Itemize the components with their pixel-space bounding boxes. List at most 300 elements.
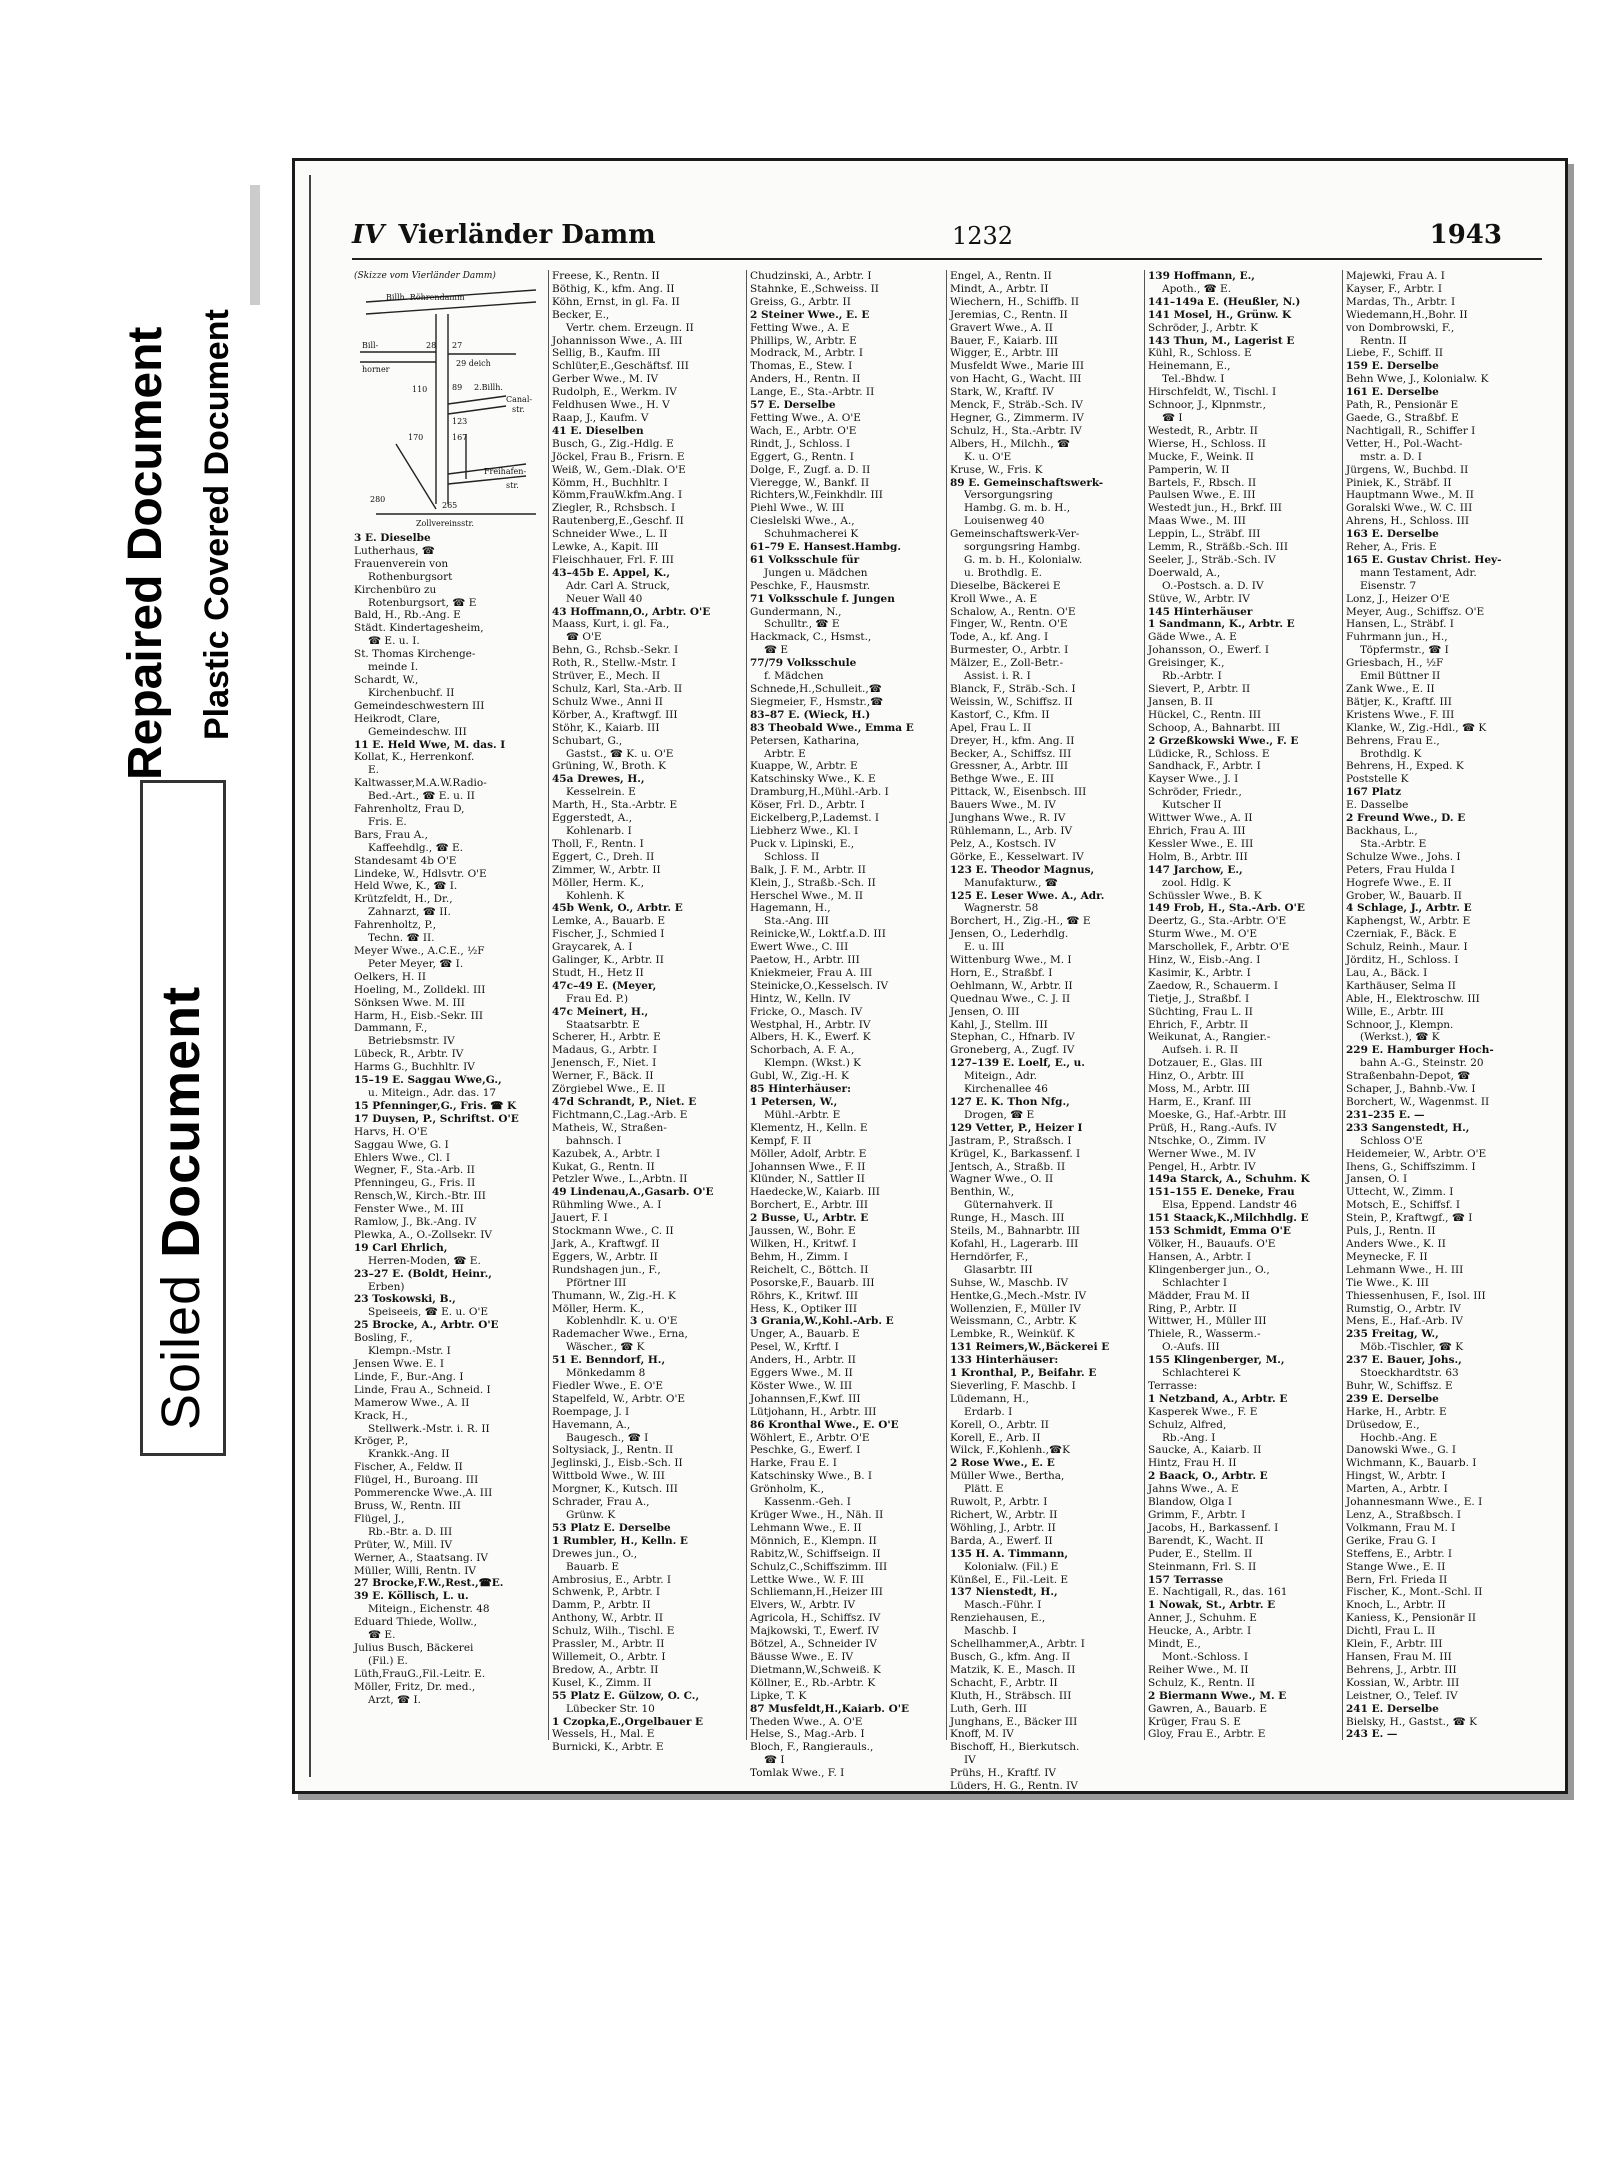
directory-entry: Oelkers, H. II [354,970,426,983]
directory-entry: Fiedler Wwe., E. O'E [552,1379,664,1392]
directory-entry: Eggerstedt, A., [552,812,633,825]
directory-entry: Krack, H., [354,1409,408,1422]
directory-entry: ☎ E. u. I. [368,635,420,648]
directory-entry: 3 E. Dieselbe [354,532,431,544]
directory-entry: Dreyer, H., kfm. Ang. II [950,734,1075,747]
directory-entry: Jastram, P., Straßsch. I [950,1134,1072,1147]
directory-entry: Grimm, F., Arbtr. I [1148,1509,1246,1521]
directory-entry: Körber, A., Kraftwgf. III [552,708,678,721]
directory-entry: Krügel, K., Barkassenf. I [950,1147,1081,1160]
directory-entry: Frau Ed. P.) [566,992,629,1005]
directory-entry: von Hacht, G., Wacht. III [950,373,1082,386]
directory-entry: Benthin, W., [950,1186,1015,1199]
directory-entry: Hückel, C., Rentn. III [1148,708,1262,721]
directory-entry: Mönnich, E., Klempn. II [750,1534,877,1547]
directory-entry: Marschollek, F., Arbtr. O'E [1148,941,1290,954]
directory-entry: Flügel, J., [354,1512,405,1525]
directory-entry: Kömm,FrauW.kfm.Ang. I [552,489,683,502]
directory-entry: Schubart, G., [552,734,623,747]
directory-entry: Hirschfeldt, W., Tischl. I [1148,386,1277,399]
directory-entry: Gemeinschaftswerk-Ver- [950,528,1080,541]
directory-entry: Müller Wwe., Bertha, [950,1470,1065,1483]
directory-entry: Vieregge, W., Bankf. II [750,476,870,489]
directory-entry: Albers, H. K., Ewerf. K [750,1031,871,1044]
directory-entry: Ambrosius, E., Arbtr. I [552,1573,672,1586]
directory-entry: Hogrefe Wwe., E. II [1346,876,1452,889]
directory-entry: Puls, J., Rentn. II [1346,1225,1436,1238]
directory-entry: Linde, Frau A., Schneid. I [354,1383,491,1396]
directory-entry: u. Miteign., Adr. das. 17 [368,1086,497,1099]
svg-text:27: 27 [452,341,463,350]
directory-entry: Jauert, F. I [552,1212,608,1225]
directory-entry: Betriebsmstr. IV [368,1035,455,1048]
directory-entry: Bed.-Art., ☎ E. u. II [368,790,475,803]
directory-entry: Fichtmann,C.,Lag.-Arb. E [552,1108,688,1121]
directory-entry: Kohlenarb. I [566,824,632,837]
directory-entry: mann Testament, Adr. [1360,566,1477,579]
directory-entry: Vetter, H., Pol.-Wacht- [1346,437,1463,450]
directory-entry: Künßel, E., Fil.-Leit. E [950,1573,1069,1586]
directory-entry: Burmester, O., Arbtr. I [950,644,1069,657]
svg-text:29 deich: 29 deich [456,359,491,368]
directory-entry: Neuer Wall 40 [566,592,643,605]
directory-entry: Stellwerk.-Mstr. i. R. II [368,1422,490,1435]
directory-entry: Standesamt 4b O'E [354,854,457,867]
directory-entry: 1 Kronthal, P., Beifahr. E [950,1367,1097,1380]
directory-entry: Fischer, J., Schmied I [552,928,665,941]
directory-entry: Lüth,FrauG.,Fil.-Leitr. E. [354,1667,486,1680]
directory-entry: Bötzel, A., Schneider IV [750,1638,877,1651]
directory-entry: Mens, E., Haf.-Arb. IV [1346,1315,1464,1328]
directory-entry: 129 Vetter, P., Heizer I [950,1121,1083,1134]
directory-entry: Strüver, E., Mech. II [552,670,661,683]
directory-entry: Scherer, H., Arbtr. E [552,1031,661,1044]
directory-entry: Stockmann Wwe., C. II [552,1225,674,1238]
directory-entry: Staatsarbtr. E [566,1018,640,1031]
directory-entry: Busch, G., kfm. Ang. II [950,1650,1071,1663]
directory-entry: Thumann, W., Zig.-H. K [552,1289,676,1302]
directory-entry: Kusel, K., Zimm. II [552,1676,652,1689]
directory-entry: Studt, H., Hetz II [552,966,644,979]
directory-entry: Galinger, K., Arbtr. II [552,954,664,967]
directory-entry: Schulltr., ☎ E [764,618,840,631]
directory-entry: Zörgiebel Wwe., E. II [552,1083,666,1096]
directory-entry: Dotzauer, E., Glas. III [1148,1057,1263,1070]
sketch-label-1: Billh. Röhrendamm [386,293,465,302]
directory-entry: Peschke, G., Ewerf. I [750,1444,861,1457]
directory-entry: Harke, Frau E. I [750,1457,837,1470]
directory-entry: Sandhack, F., Arbtr. I [1148,760,1261,773]
directory-entry: Barendt, K., Wacht. II [1148,1534,1264,1547]
directory-entry: Ehrich, F., Arbtr. II [1148,1018,1249,1031]
directory-entry: Straßenbahn-Depot, ☎ [1346,1070,1471,1083]
directory-entry: Heucke, A., Arbtr. I [1148,1625,1252,1638]
directory-entry: Kossian, W., Arbtr. III [1346,1676,1460,1689]
directory-entry: Prüß, H., Rang.-Aufs. IV [1148,1121,1277,1134]
directory-entry: Goralski Wwe., W. C. III [1346,502,1473,515]
directory-entry: IV [964,1754,976,1767]
directory-entry: Hegner, G., Zimmerm. IV [950,411,1084,424]
directory-entry: Schneider Wwe., L. II [552,528,668,541]
directory-entry: ☎ E [764,644,789,657]
directory-entry: Kroll Wwe., A. E [950,592,1038,605]
directory-entry: Jentsch, A., Straßb. II [950,1160,1066,1173]
directory-entry: Harms G., Buchhltr. IV [354,1061,475,1074]
directory-entry: Westedt jun., H., Brkf. III [1148,502,1282,515]
year-label: 1943 [1429,220,1502,250]
directory-entry: Puck v. Lipinski, E., [750,837,855,850]
directory-entry: Hochb.-Ang. E [1360,1431,1438,1444]
directory-entry: ☎ I [1162,411,1183,424]
directory-entry: Ahrens, H., Schloss. III [1346,515,1469,528]
directory-entry: Peter Meyer, ☎ I. [368,957,464,970]
directory-entry: 15 Pfenninger,G., Fris. ☎ K [354,1099,517,1112]
directory-entry: Krüger Wwe., H., Näh. II [750,1509,884,1521]
directory-entry: Schulze Wwe., Johs. I [1346,850,1461,863]
directory-entry: Böthig, K., kfm. Ang. II [552,282,675,295]
street-title: Vierländer Damm [398,220,656,250]
directory-entry: Saucke, A., Kaiarb. II [1148,1444,1262,1457]
directory-entry: Marten, A., Arbtr. I [1346,1483,1448,1496]
directory-entry: Gubl, W., Zig.-H. K [750,1070,849,1083]
directory-entry: E. [368,764,380,777]
directory-entry: Eickelberg,P.,Lademst. I [750,812,880,825]
directory-entry: Bosling, F., [354,1332,413,1345]
directory-entry: Rühlemann, L., Arb. IV [950,824,1073,837]
directory-entry: Kirchenbuchf. II [368,686,455,699]
directory-entry: Johannsen Wwe., F. II [750,1160,866,1173]
directory-entry: Prüter, W., Mill. IV [354,1538,453,1551]
directory-entry: St. Thomas Kirchenge- [354,648,476,661]
directory-entry: Wilken, H., Kritwf. I [750,1237,857,1250]
directory-entry: Dammann, F., [354,1022,428,1035]
svg-text:280: 280 [370,495,386,504]
directory-entry: 145 Hinterhäuser [1148,605,1253,618]
directory-entry: Karthäuser, Selma II [1346,979,1456,992]
directory-entry: Agricola, H., Schiffsz. IV [750,1612,881,1625]
directory-entry: Wilck, F.,Kohlenh.,☎K [950,1444,1070,1457]
directory-entry: Willemeit, O., Arbtr. I [552,1650,666,1663]
directory-entry: Reinicke,W., Loktf.a.D. III [750,928,886,941]
directory-entry: Mont.-Schloss. I [1162,1650,1249,1663]
directory-entry: Lindeke, W., Hdlsvtr. O'E [354,867,487,880]
directory-entry: Path, R., Pensionär E [1346,399,1459,412]
directory-entry: Maschb. I [964,1625,1017,1638]
directory-entry: Gastst., ☎ K. u. O'E [566,747,674,760]
directory-entry: Korell, O., Arbtr. II [950,1418,1049,1431]
directory-entry: Herschel Wwe., M. II [750,889,864,902]
directory-entry: Katschinsky Wwe., B. I [750,1470,873,1483]
directory-entry: Julius Busch, Bäckerei [354,1641,474,1654]
directory-entry: Techn. ☎ II. [368,932,435,945]
directory-entry: Weiß, W., Gem.-Dlak. O'E [552,463,686,476]
sketch-diagonal [396,444,436,509]
directory-entry: 23 Toskowski, B., [354,1293,456,1306]
directory-entry: Rautenberg,E.,Geschf. II [552,515,684,528]
directory-entry: Kessler Wwe., E. III [1148,837,1254,850]
directory-entry: 51 E. Benndorf, H., [552,1354,666,1367]
directory-entry: Puder, E., Stellm. II [1148,1547,1253,1560]
directory-entry: 1 Nowak, St., Arbtr. E [1148,1599,1276,1612]
directory-entry: Madaus, G., Arbtr. I [552,1044,658,1057]
directory-entry: Stahnke, E.,Schweiss. II [750,282,879,295]
directory-entry: f. Mädchen [764,670,824,683]
directory-entry: Rundshagen jun., F., [552,1263,661,1276]
directory-entry: Kesselrein. E [566,786,636,799]
directory-entry: Korell, E., Arb. II [950,1431,1041,1444]
directory-entry: O.-Postsch. a. D. IV [1162,579,1264,592]
directory-entry: 2 Grzeßkowski Wwe., F. E [1148,734,1299,747]
street-sketch-map [356,284,542,528]
directory-entry: Ruwolt, P., Arbtr. I [950,1496,1048,1509]
directory-entry: Assist. i. R. I [964,670,1031,683]
directory-entry: 243 E. — [1346,1728,1398,1741]
directory-entry: Fetting Wwe., A. E [750,321,850,334]
directory-entry: Pamperin, W. II [1148,463,1230,476]
directory-entry: Roempage, J. I [552,1405,630,1418]
directory-entry: Lange, E., Sta.-Arbtr. II [750,386,875,399]
directory-entry: Grober, W., Bauarb. II [1346,889,1462,902]
directory-entry: 167 Platz [1346,786,1402,799]
svg-text:123: 123 [452,417,468,426]
directory-entry: Pittack, W., Eisenbsch. III [950,786,1087,799]
directory-entry: Bauer, F., Kaiarb. III [950,334,1058,347]
directory-entry: Hackmack, C., Hsmst., [750,631,872,644]
directory-entry: Elvers, W., Arbtr. IV [750,1599,856,1612]
directory-entry: Grünw. K [566,1509,616,1521]
directory-entry: Speiseeis, ☎ E. u. O'E [368,1306,489,1319]
directory-entry: Gerike, Frau G. I [1346,1534,1436,1547]
repaired-document-label: Repaired Document [119,326,172,780]
directory-entry: Klingenberger jun., O., [1148,1263,1270,1276]
directory-entry: Eggers Wwe., M. II [750,1367,853,1380]
directory-entry: Hauptmann Wwe., M. II [1346,489,1474,502]
directory-entry: Stark, W., Kraftf. IV [950,386,1054,399]
directory-entry: Johannsen,F.,Kwf. III [750,1392,861,1405]
directory-entry: Liebherz Wwe., Kl. I [750,824,859,837]
column-1 [350,270,549,1740]
directory-entry: Burnicki, K., Arbtr. E [552,1741,664,1754]
directory-entry: Schulz, Karl, Sta.-Arb. II [552,683,683,695]
directory-entry: Hambg. G. m. b. H., [964,502,1071,515]
directory-entry: Bielsky, H., Gastst., ☎ K [1346,1715,1477,1728]
directory-entry: 2 Busse, U., Arbtr. E [750,1212,869,1225]
directory-entry: O.-Aufs. III [1162,1341,1220,1354]
directory-entry: Kruse, W., Fris. K [950,463,1043,476]
directory-entry: Schnoor, J., Klempn. [1346,1018,1454,1031]
directory-entry: Jaussen, W., Bohr. E [750,1225,856,1238]
directory-entry: Sieverling, F. Maschb. I [950,1379,1076,1392]
directory-entry: Klein, F., Arbtr. III [1346,1638,1443,1651]
directory-entry: 2 Freund Wwe., D. E [1346,812,1466,825]
directory-entry: Kaniess, K., Pensionär II [1346,1612,1477,1625]
directory-entry: Graycarek, A. I [552,941,633,954]
directory-entry: Ehrich, Frau A. III [1148,824,1246,837]
directory-entry: Heikrodt, Clare, [354,712,441,725]
directory-entry: Reiher Wwe., M. II [1148,1663,1249,1676]
directory-entry: Theden Wwe., A. O'E [750,1715,863,1728]
directory-entry: Hintz, Frau H. II [1148,1457,1237,1470]
directory-entry: Grüning, W., Broth. K [552,760,666,773]
directory-entry: Dieselbe, Bäckerei E [950,579,1061,592]
directory-entry: Pelz, A., Kostsch. IV [950,837,1056,850]
directory-entry: Kasperek Wwe., F. E [1148,1405,1258,1418]
directory-entry: Borchert, H., Zig.-H., ☎ E [950,915,1091,928]
directory-entry: Westphal, H., Arbtr. IV [750,1018,871,1031]
directory-entry: 43 Hoffmann,O., Arbtr. O'E [552,605,711,618]
directory-entry: Rudolph, E., Werkm. IV [552,386,677,399]
directory-entry: 47c–49 E. (Meyer, [552,979,657,992]
svg-text:110: 110 [412,385,428,394]
svg-text:170: 170 [408,433,424,442]
directory-entry: Heinemann, E., [1148,360,1231,373]
directory-entry: Knoff, M. IV [950,1728,1014,1741]
directory-entry: Ewert Wwe., C. III [750,941,849,954]
directory-entry: 85 Hinterhäuser: [750,1083,851,1096]
page-number: 1232 [952,222,1014,250]
directory-entry: Rentn. II [1360,334,1407,347]
directory-entry: Schulz Wwe., Anni II [552,695,663,708]
directory-entry: Wittwer, H., Müller III [1148,1315,1267,1328]
soiled-word: Soiled [151,1273,211,1430]
directory-entry: Schulz, H., Sta.-Arbtr. IV [950,424,1082,437]
directory-entry: Lenz, A., Straßbsch. I [1346,1509,1462,1521]
directory-entry: 2 Steiner Wwe., E. E [750,308,870,321]
directory-entry: Harvs, H. O'E [354,1125,428,1138]
directory-entry: Sievert, P., Arbtr. II [1148,683,1251,695]
directory-entry: Tel.-Bhdw. I [1162,373,1225,386]
directory-entry: Kaltwasser,M.A.W.Radio- [354,777,487,790]
directory-entry: Thomas, E., Stew. I [750,360,853,373]
directory-entry: Kasimir, K., Arbtr. I [1148,966,1251,979]
directory-entry: 131 Reimers,W.,Bäckerei E [950,1341,1110,1354]
directory-entry: Fahrenholtz, Frau D, [354,803,465,816]
directory-entry: Mälzer, E., Zoll-Betr.- [950,657,1064,670]
directory-entry: Phillips, W., Arbtr. E [750,334,857,347]
directory-entry: Held Wwe, K., ☎ I. [354,880,458,893]
directory-entry: Johannisson Wwe., A. III [552,334,683,347]
directory-entry: 41 E. Dieselben [552,424,644,437]
column-4 [946,270,1145,1793]
directory-entry: Thiessenhusen, F., Isol. III [1346,1289,1486,1302]
directory-entry: 231–235 E. — [1346,1108,1425,1121]
directory-entry: Stein, P., Kraftwgf., ☎ I [1346,1212,1473,1225]
directory-entry: Majewki, Frau A. I [1346,270,1445,282]
directory-entry: Schellhammer,A., Arbtr. I [950,1638,1085,1651]
directory-entry: Kutscher II [1162,799,1222,812]
directory-entry: Schnoor, J., Klpnmstr., [1148,399,1266,412]
directory-columns [350,270,1540,1793]
directory-entry: Drüsedow, E., [1346,1418,1420,1431]
directory-entry: 47c Meinert, H., [552,1005,649,1018]
directory-entry: Rotenburgsort, ☎ E [368,596,477,609]
directory-entry: Köster Wwe., W. III [750,1379,853,1392]
directory-entry: Mühl.-Arbtr. E [764,1108,841,1121]
directory-entry: Unger, A., Bauarb. E [750,1328,860,1341]
directory-entry: Ehlers Wwe., Cl. I [354,1151,450,1164]
directory-entry: Petzler Wwe., L.,Arbtn. II [552,1173,688,1186]
directory-entry: Piniek, K., Sträbf. II [1346,476,1452,489]
directory-entry: Wegner, F., Sta.-Arb. II [354,1164,475,1177]
column-2 [548,270,747,1754]
directory-entry: Renziehausen, E., [950,1612,1046,1625]
directory-entry: Töpfermstr., ☎ I [1360,644,1449,657]
directory-entry: Ihens, G., Schiffszimm. I [1346,1160,1476,1173]
directory-entry: Lüders, H. G., Rentn. IV [950,1780,1078,1793]
directory-entry: Kayser, F., Arbtr. I [1346,282,1443,295]
directory-entry: Bruss, W., Rentn. III [354,1499,461,1512]
directory-entry: Griesbach, H., ½F [1346,657,1444,670]
directory-entry: 39 E. Köllisch, L. u. [354,1590,469,1603]
directory-entry: Bern, Frl. Frieda II [1346,1573,1448,1586]
svg-text:Canal-: Canal- [506,395,533,404]
directory-entry: Lüdemann, H., [950,1392,1029,1405]
sketch-canalstr2 [448,406,506,414]
directory-entry: Damm, P., Arbtr. II [552,1599,651,1612]
directory-entry: Gemeindeschw. III [368,725,467,738]
directory-entry: Blanck, F., Sträb.-Sch. I [950,683,1076,695]
directory-entry: Kröger, P., [354,1435,409,1448]
directory-entry: 61 Volksschule für [750,553,860,566]
directory-entry: Werner Wwe., M. IV [1148,1147,1256,1160]
directory-entry: 151–155 E. Deneke, Frau [1148,1186,1295,1199]
directory-entry: Weissin, W., Schiffsz. II [950,695,1073,708]
directory-entry: Nachtigall, R., Schiffer I [1346,424,1476,437]
directory-entry: Helse, S., Mag.-Arb. I [750,1728,865,1741]
directory-entry: 19 Carl Ehrlich, [354,1241,448,1254]
directory-entry: Fischer, K., Mont.-Schl. II [1346,1586,1483,1599]
directory-entry: Möller, Adolf, Arbtr. E [750,1147,867,1160]
directory-entry: Hess, K., Optiker III [750,1302,857,1315]
directory-entry: Schulz, Wilh., Tischl. E [552,1625,675,1638]
directory-entry: Röhrs, K., Kritwf. III [750,1289,858,1302]
directory-entry: Suhse, W., Maschb. IV [950,1276,1069,1289]
directory-entry: Kühl, R., Schloss. E [1148,347,1252,360]
directory-entry: Schuhmacherei K [764,528,859,541]
directory-entry: Sellig, B., Kaufm. III [552,347,661,360]
directory-entry: Rensch,W., Kirch.-Btr. III [354,1190,486,1203]
district-marker: IV [352,220,385,250]
directory-entry: 123 E. Theodor Magnus, [950,863,1095,876]
directory-entry: Klementz, H., Kelln. E [750,1121,868,1134]
directory-entry: Zimmer, W., Arbtr. II [552,863,661,876]
directory-entry: Vertr. chem. Erzeugn. II [566,321,694,334]
directory-entry: Jeglinski, J., Eisb.-Sch. II [552,1457,683,1470]
directory-entry: Kofahl, H., Lagerarb. III [950,1237,1079,1250]
directory-entry: Bredow, A., Arbtr. II [552,1663,659,1676]
directory-entry: mstr. a. D. I [1360,450,1422,463]
directory-entry: Greiss, G., Arbtr. II [750,295,851,308]
directory-entry: Stöhr, K., Kaiarb. III [552,721,660,734]
directory-entry: Motsch, E., Schiffsf. I [1346,1199,1461,1212]
directory-entry: 4 Schlage, J., Arbtr. E [1346,902,1472,915]
sketch-caption: (Skizze vom Vierländer Damm) [354,271,496,281]
directory-entry: Hansen, Frau M. III [1346,1650,1452,1663]
directory-entry: Erdarb. I [964,1405,1013,1418]
directory-entry: Bäusse Wwe., E. IV [750,1650,854,1663]
directory-entry: Hinz, W., Eisb.-Ang. I [1148,954,1261,967]
directory-entry: Becker, A., Schiffsz. III [950,747,1072,760]
directory-entry: Posorske,F., Bauarb. III [750,1276,875,1289]
directory-entry: Rühmling Wwe., A. I [552,1199,662,1212]
directory-entry: Anders, H., Rentn. II [750,373,861,386]
directory-entry: Wollenzien, F., Müller IV [950,1302,1081,1315]
directory-entry: Ziegler, R., Rchsbsch. I [552,502,676,515]
directory-entry: Rb.-Btr. a. D. III [368,1525,453,1538]
directory-entry: Wöhlert, E., Arbtr. O'E [750,1431,870,1444]
directory-entry: 87 Musfeldt,H.,Kaiarb. O'E [750,1702,909,1715]
directory-entry: Miteign., Adr. [964,1070,1037,1083]
